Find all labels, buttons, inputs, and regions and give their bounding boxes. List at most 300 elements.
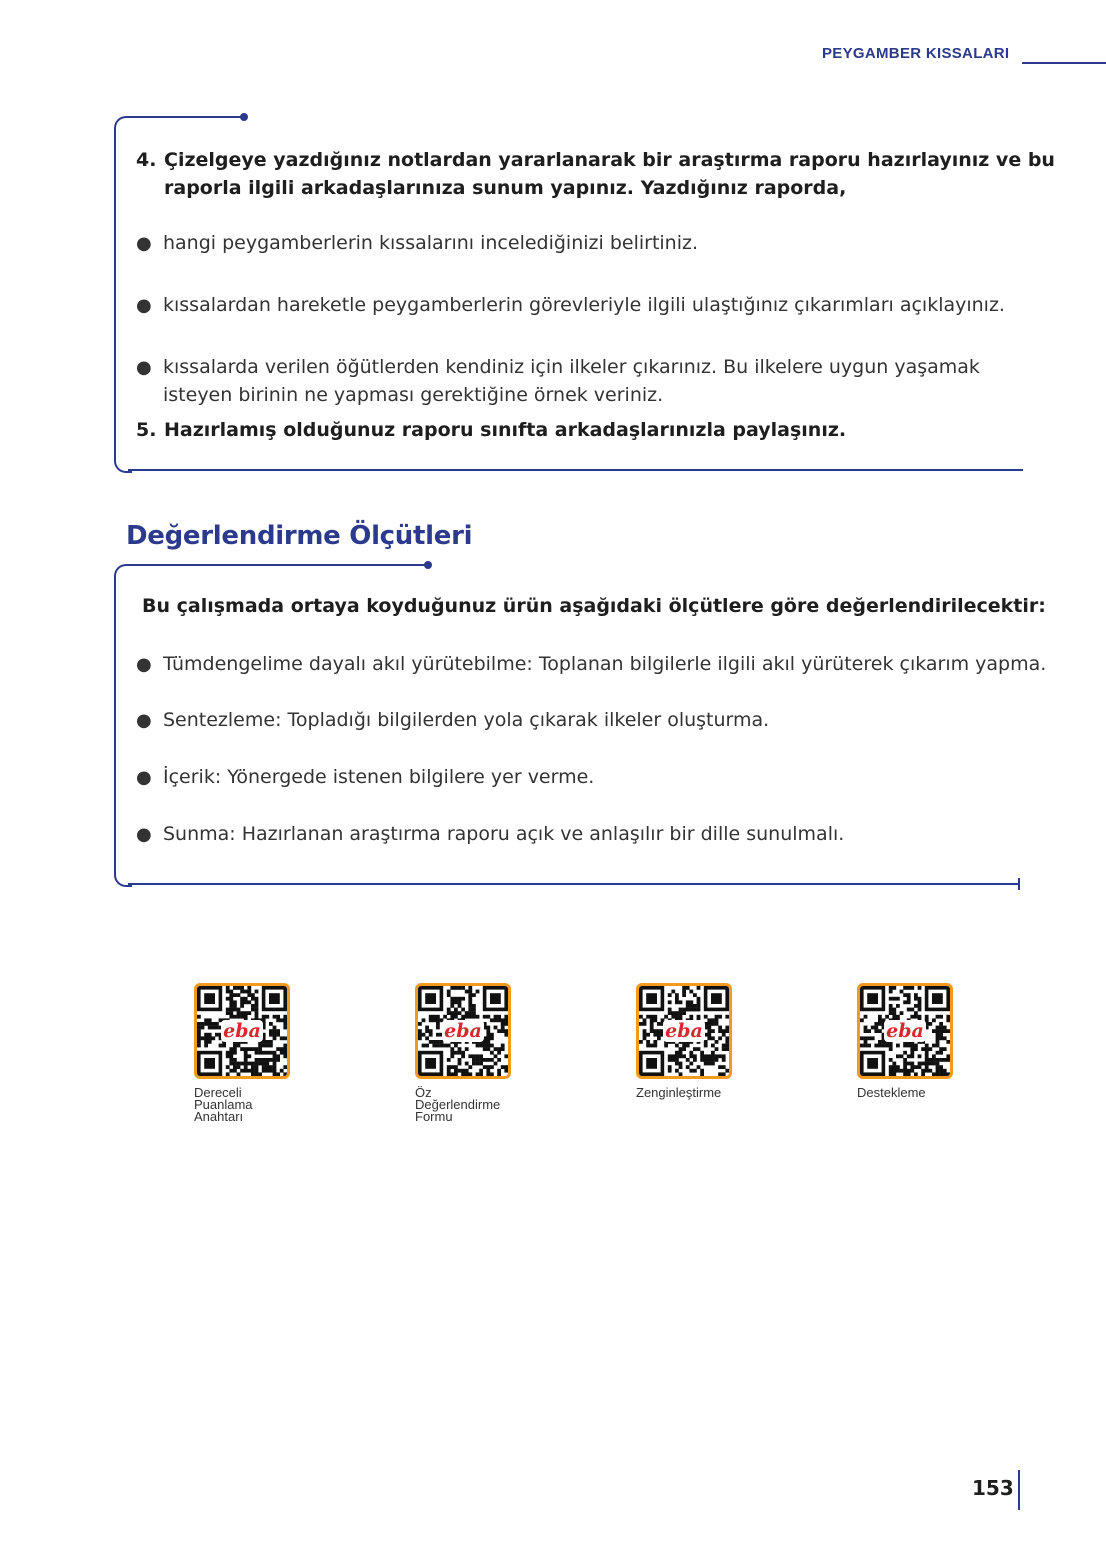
page-number-rule — [1018, 1470, 1020, 1510]
qr-module — [882, 1044, 886, 1048]
qr-module — [946, 1018, 950, 1022]
qr-module — [936, 1040, 940, 1044]
qr-module — [504, 1018, 508, 1022]
qr-module — [918, 1000, 922, 1004]
qr-module — [896, 997, 900, 1001]
qr-module — [504, 1029, 508, 1033]
qr-module — [247, 993, 251, 997]
qr-module — [447, 1008, 451, 1012]
qr-module — [486, 1069, 490, 1073]
qr-module — [704, 1054, 708, 1058]
qr-module — [725, 1015, 729, 1019]
list-item — [136, 291, 1005, 320]
qr-module — [255, 1000, 259, 1004]
qr-module — [425, 1029, 429, 1033]
page-number: 153 — [972, 1476, 1014, 1500]
qr-module — [483, 1044, 487, 1048]
qr-code-dereceli[interactable] — [194, 983, 290, 1079]
qr-module — [197, 1040, 201, 1044]
qr-module — [867, 1036, 871, 1040]
qr-module — [867, 1029, 871, 1033]
qr-module — [447, 993, 451, 997]
qr-module — [273, 1029, 277, 1033]
qr-module — [273, 1054, 277, 1058]
qr-module — [504, 1015, 508, 1019]
qr-finder — [639, 1051, 664, 1076]
qr-module — [265, 1065, 269, 1069]
qr-module — [233, 1044, 237, 1048]
qr-finder — [860, 986, 885, 1011]
qr-module — [682, 990, 686, 994]
qr-module — [432, 1044, 436, 1048]
qr-module — [864, 1015, 868, 1019]
eba-logo: eba — [444, 1020, 482, 1042]
qr-module — [914, 997, 918, 1001]
qr-module — [907, 1054, 911, 1058]
qr-module — [229, 1011, 233, 1015]
qr-code-destekleme[interactable] — [857, 983, 953, 1079]
qr-module — [251, 1004, 255, 1008]
qr-module — [900, 1011, 904, 1015]
qr-module — [490, 1065, 494, 1069]
qr-module — [447, 1011, 451, 1015]
qr-module — [697, 1015, 701, 1019]
qr-module — [689, 1004, 693, 1008]
section-heading: Değerlendirme Ölçütleri — [126, 521, 473, 551]
qr-module — [657, 1036, 661, 1040]
qr-module — [943, 1047, 947, 1051]
qr-module — [693, 1058, 697, 1062]
qr-module — [486, 1072, 490, 1076]
qr-module — [925, 1062, 929, 1066]
qr-module — [650, 1022, 654, 1026]
qr-module — [722, 1029, 726, 1033]
criteria-item — [136, 706, 769, 735]
qr-module — [283, 1026, 287, 1030]
qr-module — [422, 1044, 426, 1048]
qr-module — [936, 1029, 940, 1033]
qr-module — [197, 1015, 201, 1019]
qr-module — [229, 993, 233, 997]
qr-module — [921, 1069, 925, 1073]
qr-module — [468, 1015, 472, 1019]
qr-module — [472, 1054, 476, 1058]
qr-module — [646, 1033, 650, 1037]
qr-module — [903, 1058, 907, 1062]
qr-module — [910, 1062, 914, 1066]
qr-module — [689, 1069, 693, 1073]
qr-module — [892, 997, 896, 1001]
qr-module — [262, 1044, 266, 1048]
qr-module — [914, 1011, 918, 1015]
qr-module — [936, 1026, 940, 1030]
qr-module — [707, 1036, 711, 1040]
qr-module — [251, 997, 255, 1001]
qr-module — [693, 1047, 697, 1051]
qr-module — [874, 1026, 878, 1030]
qr-module — [689, 1054, 693, 1058]
qr-module — [204, 1022, 208, 1026]
qr-module — [675, 1062, 679, 1066]
qr-module — [436, 1018, 440, 1022]
qr-module — [860, 1018, 864, 1022]
bullet-icon: ● — [136, 767, 152, 788]
qr-module — [918, 1004, 922, 1008]
qr-module — [465, 1015, 469, 1019]
qr-module — [479, 1058, 483, 1062]
qr-module — [671, 1054, 675, 1058]
qr-module — [276, 1047, 280, 1051]
qr-module — [914, 1065, 918, 1069]
qr-module — [226, 1054, 230, 1058]
qr-finder — [197, 986, 222, 1011]
qr-module — [718, 1026, 722, 1030]
qr-module — [697, 1004, 701, 1008]
qr-module — [280, 1051, 284, 1055]
qr-module — [233, 1069, 237, 1073]
qr-module — [283, 1065, 287, 1069]
qr-module — [932, 1062, 936, 1066]
qr-module — [946, 1040, 950, 1044]
qr-module — [718, 1015, 722, 1019]
qr-module — [907, 986, 911, 990]
qr-module — [201, 1026, 205, 1030]
task-item-4 — [136, 146, 1055, 202]
qr-module — [892, 1069, 896, 1073]
qr-module — [725, 1040, 729, 1044]
qr-module — [255, 1062, 259, 1066]
qr-module — [244, 1054, 248, 1058]
qr-module — [892, 1072, 896, 1076]
qr-module — [928, 1047, 932, 1051]
qr-module — [643, 1036, 647, 1040]
qr-module — [715, 1054, 719, 1058]
qr-module — [653, 1015, 657, 1019]
qr-module — [892, 1008, 896, 1012]
qr-module — [472, 1015, 476, 1019]
qr-module — [679, 1054, 683, 1058]
qr-module — [244, 997, 248, 1001]
qr-module — [255, 997, 259, 1001]
qr-module — [450, 1000, 454, 1004]
qr-module — [454, 1051, 458, 1055]
qr-module — [946, 1054, 950, 1058]
qr-module — [907, 997, 911, 1001]
qr-module — [686, 986, 690, 990]
qr-module — [458, 1004, 462, 1008]
qr-module — [900, 990, 904, 994]
qr-module — [468, 1065, 472, 1069]
qr-module — [675, 993, 679, 997]
qr-module — [657, 1029, 661, 1033]
qr-module — [269, 1069, 273, 1073]
qr-module — [704, 1062, 708, 1066]
qr-module — [429, 1040, 433, 1044]
qr-module — [679, 1000, 683, 1004]
qr-module — [265, 1069, 269, 1073]
qr-module — [229, 1008, 233, 1012]
qr-module — [707, 1058, 711, 1062]
qr-module — [425, 1026, 429, 1030]
qr-module — [697, 1000, 701, 1004]
qr-module — [946, 1072, 950, 1076]
qr-module — [925, 1065, 929, 1069]
qr-module — [936, 1065, 940, 1069]
qr-module — [233, 986, 237, 990]
qr-module — [251, 1072, 255, 1076]
qr-module — [907, 1062, 911, 1066]
qr-module — [650, 1029, 654, 1033]
qr-module — [722, 1044, 726, 1048]
qr-module — [892, 1015, 896, 1019]
qr-module — [283, 1018, 287, 1022]
qr-module — [262, 1058, 266, 1062]
task-item-5 — [136, 416, 846, 444]
qr-module — [501, 1065, 505, 1069]
qr-module — [486, 1033, 490, 1037]
qr-module — [889, 1011, 893, 1015]
qr-module — [240, 1004, 244, 1008]
qr-module — [265, 1062, 269, 1066]
qr-module — [679, 1011, 683, 1015]
qr-module — [258, 1047, 262, 1051]
qr-module — [208, 1018, 212, 1022]
qr-module — [283, 1022, 287, 1026]
qr-finder — [925, 986, 950, 1011]
qr-module — [269, 1022, 273, 1026]
qr-module — [418, 1029, 422, 1033]
qr-module — [704, 1040, 708, 1044]
qr-module — [939, 1022, 943, 1026]
qr-module — [497, 1018, 501, 1022]
qr-module — [468, 1072, 472, 1076]
qr-module — [247, 1047, 251, 1051]
qr-module — [468, 1000, 472, 1004]
qr-module — [686, 1008, 690, 1012]
eba-logo: eba — [665, 1020, 703, 1042]
qr-module — [468, 986, 472, 990]
qr-module — [273, 1015, 277, 1019]
qr-module — [273, 1033, 277, 1037]
qr-module — [907, 1008, 911, 1012]
qr-module — [240, 1047, 244, 1051]
qr-module — [432, 1040, 436, 1044]
qr-module — [255, 1011, 259, 1015]
qr-module — [878, 1022, 882, 1026]
qr-code-oz-degerlendirme[interactable] — [415, 983, 511, 1079]
qr-module — [494, 1054, 498, 1058]
qr-module — [450, 986, 454, 990]
qr-module — [497, 1029, 501, 1033]
qr-module — [903, 1065, 907, 1069]
qr-module — [918, 986, 922, 990]
qr-module — [237, 1015, 241, 1019]
qr-code-zenginlestirme[interactable] — [636, 983, 732, 1079]
qr-module — [479, 1072, 483, 1076]
qr-module — [258, 1058, 262, 1062]
qr-module — [668, 1008, 672, 1012]
qr-module — [204, 1033, 208, 1037]
qr-module — [903, 1000, 907, 1004]
qr-module — [258, 1072, 262, 1076]
qr-module — [693, 1008, 697, 1012]
qr-module — [918, 1065, 922, 1069]
qr-module — [479, 1062, 483, 1066]
qr-module — [689, 1000, 693, 1004]
qr-finder — [197, 1051, 222, 1076]
qr-module — [262, 1051, 266, 1055]
qr-module — [211, 1026, 215, 1030]
qr-module — [878, 1040, 882, 1044]
qr-module — [932, 1029, 936, 1033]
qr-module — [653, 1018, 657, 1022]
qr-module — [711, 1058, 715, 1062]
qr-module — [240, 1000, 244, 1004]
qr-module — [258, 1044, 262, 1048]
qr-module — [504, 1065, 508, 1069]
qr-module — [244, 1065, 248, 1069]
qr-module — [472, 1058, 476, 1062]
qr-module — [244, 1062, 248, 1066]
qr-module — [229, 1058, 233, 1062]
qr-module — [465, 1047, 469, 1051]
qr-module — [450, 1054, 454, 1058]
qr-module — [497, 1015, 501, 1019]
qr-module — [204, 1036, 208, 1040]
qr-module — [725, 1026, 729, 1030]
qr-module — [251, 993, 255, 997]
qr-module — [722, 1065, 726, 1069]
qr-module — [718, 1065, 722, 1069]
qr-module — [490, 1072, 494, 1076]
item-text-line-1: Çizelgeye yazdığınız notlardan yararlanarak bir araştırma raporu hazırlayınız ve bu — [164, 149, 1055, 171]
qr-module — [215, 1022, 219, 1026]
qr-module — [280, 1069, 284, 1073]
qr-module — [689, 1008, 693, 1012]
qr-module — [208, 1036, 212, 1040]
qr-module — [476, 1072, 480, 1076]
qr-module — [273, 1062, 277, 1066]
qr-module — [874, 1044, 878, 1048]
qr-module — [222, 1044, 226, 1048]
qr-module — [197, 1044, 201, 1048]
qr-module — [447, 1058, 451, 1062]
qr-module — [704, 1044, 708, 1048]
qr-module — [208, 1022, 212, 1026]
qr-module — [504, 1054, 508, 1058]
bullet-text: kıssalardan hareketle peygamberlerin görevleriyle ilgili ulaştığınız çıkarımları açıklayınız. — [163, 294, 1005, 316]
qr-module — [646, 1040, 650, 1044]
qr-module — [244, 1069, 248, 1073]
qr-module — [208, 1026, 212, 1030]
qr-module — [689, 1015, 693, 1019]
qr-module — [233, 1062, 237, 1066]
qr-module — [233, 1008, 237, 1012]
qr-module — [932, 1044, 936, 1048]
qr-module — [939, 1072, 943, 1076]
qr-module — [675, 1000, 679, 1004]
qr-module — [679, 1047, 683, 1051]
qr-module — [226, 1008, 230, 1012]
qr-module — [943, 1069, 947, 1073]
qr-module — [237, 986, 241, 990]
qr-module — [251, 1062, 255, 1066]
qr-module — [497, 1069, 501, 1073]
qr-module — [874, 1022, 878, 1026]
criteria-item — [136, 763, 594, 792]
qr-module — [204, 1044, 208, 1048]
qr-module — [461, 1051, 465, 1055]
qr-module — [715, 1047, 719, 1051]
qr-module — [418, 1022, 422, 1026]
qr-module — [689, 990, 693, 994]
qr-module — [240, 1015, 244, 1019]
qr-module — [925, 1047, 929, 1051]
qr-module — [896, 1069, 900, 1073]
qr-module — [682, 1044, 686, 1048]
qr-module — [921, 1047, 925, 1051]
qr-module — [479, 1054, 483, 1058]
qr-module — [418, 1036, 422, 1040]
qr-module — [240, 1069, 244, 1073]
list-item — [136, 353, 980, 409]
qr-module — [878, 1018, 882, 1022]
header-rule — [1022, 62, 1106, 64]
qr-module — [896, 1054, 900, 1058]
qr-module — [468, 1008, 472, 1012]
qr-module — [237, 1008, 241, 1012]
qr-module — [928, 1062, 932, 1066]
qr-module — [725, 1069, 729, 1073]
qr-module — [700, 1069, 704, 1073]
qr-module — [707, 1018, 711, 1022]
qr-module — [483, 1047, 487, 1051]
qr-module — [704, 1058, 708, 1062]
qr-module — [504, 1022, 508, 1026]
qr-module — [490, 1051, 494, 1055]
qr-module — [925, 1018, 929, 1022]
qr-module — [461, 986, 465, 990]
qr-module — [197, 1029, 201, 1033]
qr-module — [244, 1058, 248, 1062]
running-header: PEYGAMBER KISSALARI — [822, 45, 1010, 62]
qr-module — [907, 1072, 911, 1076]
qr-module — [671, 990, 675, 994]
qr-module — [504, 1033, 508, 1037]
qr-module — [668, 1065, 672, 1069]
qr-module — [255, 1051, 259, 1055]
qr-module — [697, 997, 701, 1001]
qr-module — [229, 1062, 233, 1066]
qr-module — [280, 1047, 284, 1051]
qr-module — [233, 993, 237, 997]
qr-module — [237, 1044, 241, 1048]
qr-module — [490, 1058, 494, 1062]
qr-module — [479, 1044, 483, 1048]
qr-module — [265, 1015, 269, 1019]
qr-module — [273, 1065, 277, 1069]
qr-module — [939, 1029, 943, 1033]
qr-module — [864, 1044, 868, 1048]
qr-module — [262, 1015, 266, 1019]
qr-module — [882, 1040, 886, 1044]
qr-module — [903, 993, 907, 997]
qr-module — [447, 1072, 451, 1076]
qr-module — [715, 1015, 719, 1019]
qr-module — [932, 1058, 936, 1062]
qr-module — [476, 1054, 480, 1058]
qr-module — [280, 1018, 284, 1022]
